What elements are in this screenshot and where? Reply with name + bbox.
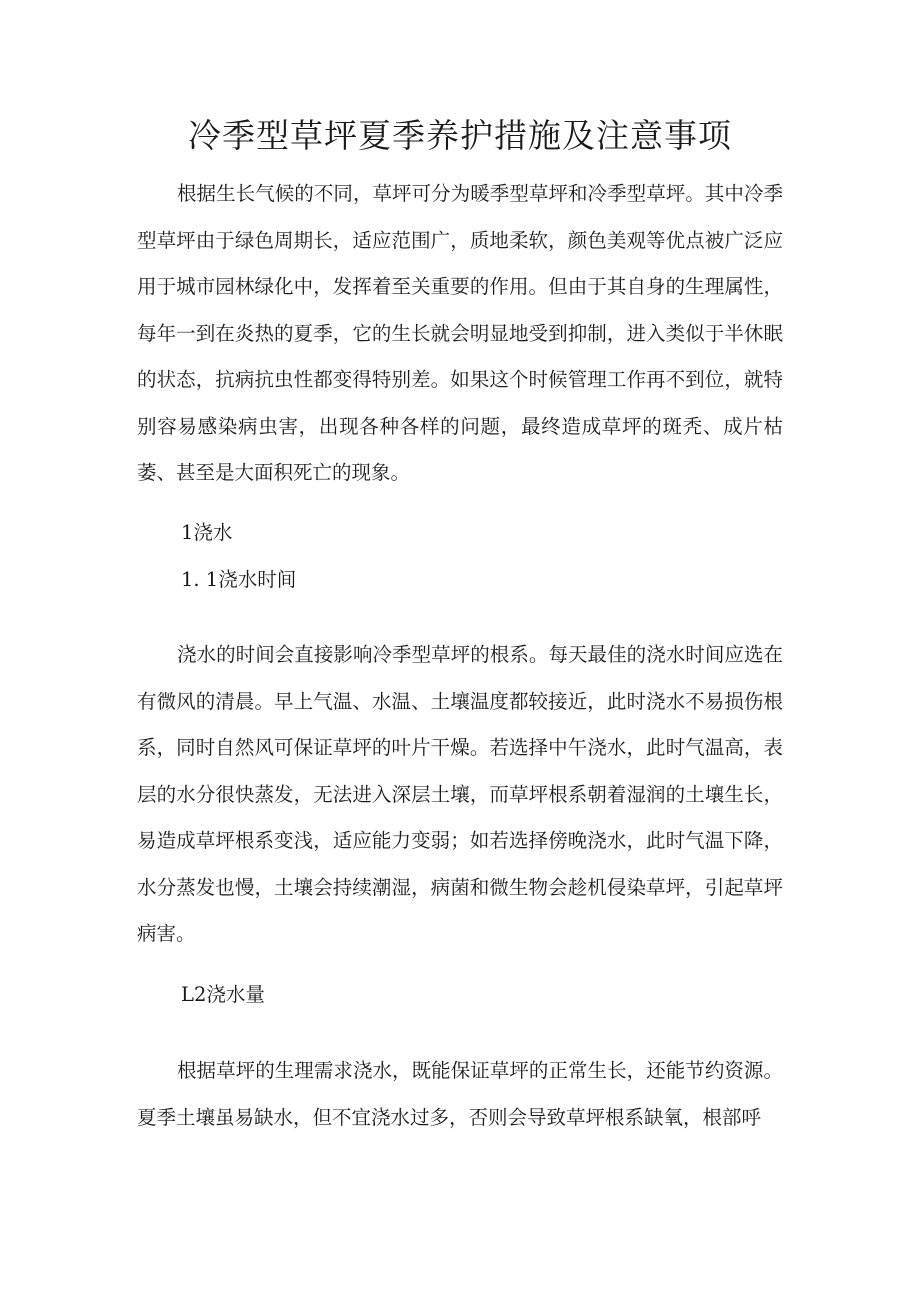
watering-time-paragraph: 浇水的时间会直接影响冷季型草坪的根系。每天最佳的浇水时间应选在有微风的清晨。早上气温、水温、土壤温度都较接近，此时浇水不易损伤根系，同时自然风可保证草坪的叶片干燥。若选择中午浇水，此时气温高，表层的水分很快蒸发，无法进入深层土壤，而草坪根系朝着湿润的土壤生长，易造成草坪根系变浅，适应能力变弱；如若选择傍晚浇水，此时气温下降，水分蒸发也慢，土壤会持续潮湿，病菌和微生物会趁机侵染草坪，引起草坪病害。: [137, 643, 783, 945]
section-heading-watering: 1浇水: [181, 521, 233, 544]
watering-amount-paragraph: 根据草坪的生理需求浇水，既能保证草坪的正常生长，还能节约资源。夏季土壤虽易缺水，但不宜浇水过多，否则会导致草坪根系缺氧，根部呼: [137, 1059, 783, 1129]
subsection-heading-watering-amount: L2浇水量: [181, 983, 265, 1006]
intro-paragraph: 根据生长气候的不同，草坪可分为暖季型草坪和冷季型草坪。其中冷季型草坪由于绿色周期长，适应范围广，质地柔软，颜色美观等优点被广泛应用于城市园林绿化中，发挥着至关重要的作用。但由于其自身的生理属性，每年一到在炎热的夏季，它的生长就会明显地受到抑制，进入类似于半休眠的状态，抗病抗虫性都变得特别差。如果这个时候管理工作再不到位，就特别容易感染病虫害，出现各种各样的问题，最终造成草坪的斑秃、成片枯萎、甚至是大面积死亡的现象。: [137, 182, 783, 484]
document-title: 冷季型草坪夏季养护措施及注意事项: [188, 116, 732, 155]
subsection-heading-watering-time: 1. 1浇水时间: [181, 568, 297, 591]
